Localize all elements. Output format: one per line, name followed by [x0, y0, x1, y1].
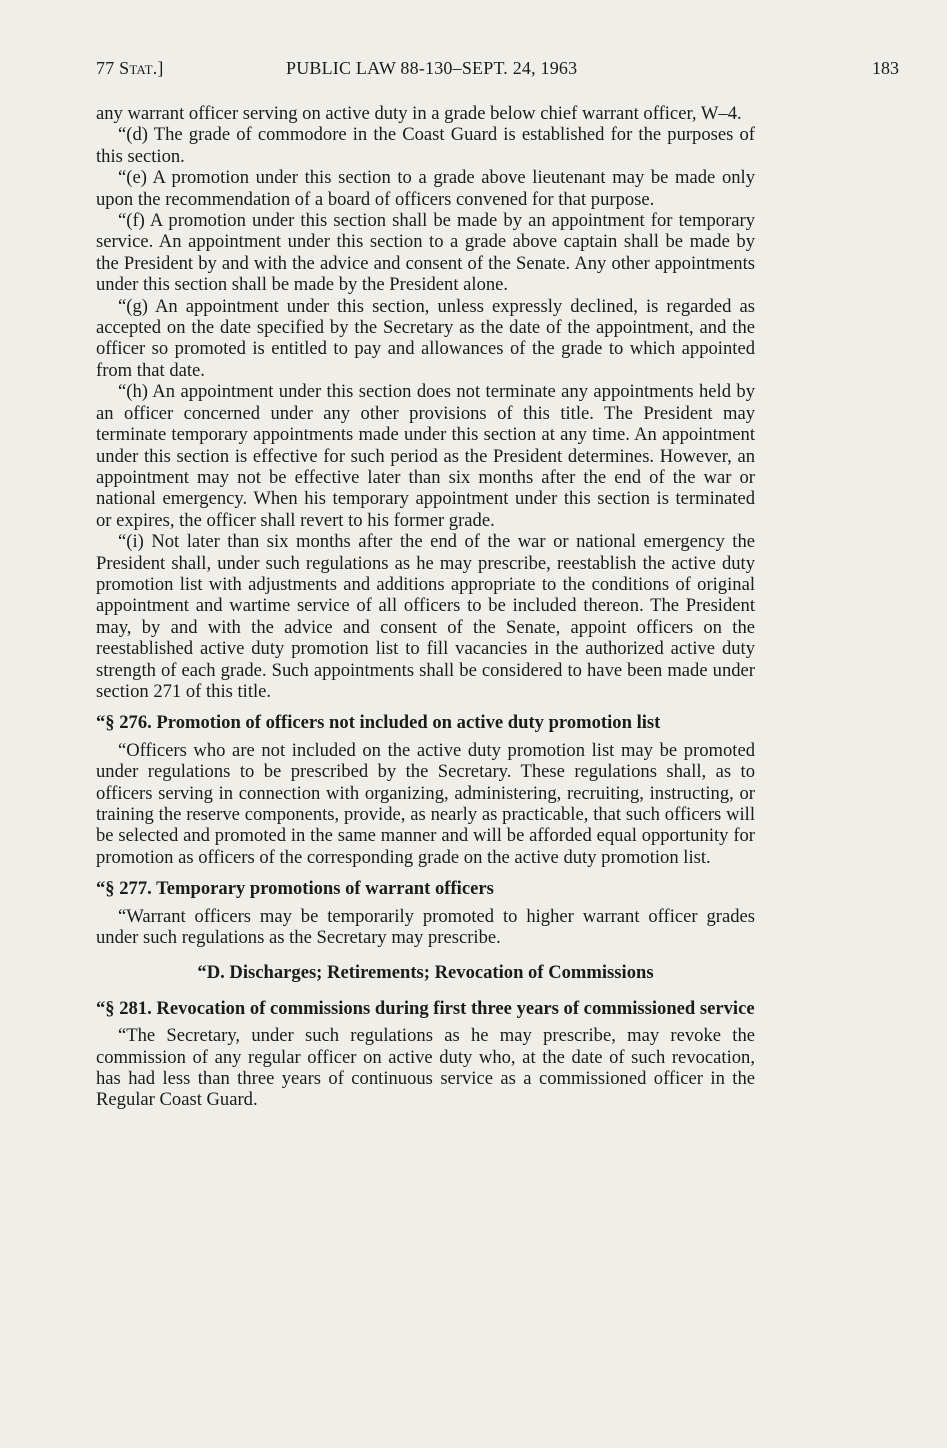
section-281-heading: “§ 281. Revocation of commissions during first three years of commissioned service [96, 997, 755, 1019]
section-276-heading: “§ 276. Promotion of officers not included on active duty promotion list [96, 712, 661, 734]
statute-abbrev: Stat. [119, 58, 158, 78]
statute-volume-citation [96, 56, 164, 80]
subsection-h: “(h) An appointment under this section does not terminate any appointments held by an officer concerned under any other provisions of this title. The President may terminate temporary appointments made under this section at any time. An appointment under this section is effective for such period as the President determines. However, an appointment may not be effective later than six months after the end of the war or national emergency. When his temporary appointment under this section is terminated or expires, the officer shall revert to his former grade. [96, 381, 755, 531]
statute-page [96, 56, 899, 1111]
subsection-g: “(g) An appointment under this section, unless expressly declined, is regarded as accepted on the date specified by the Secretary as the date of the appointment, and the officer so promoted is entitled to pay and allowances of the grade to which appointed from that date. [96, 295, 755, 381]
section-276 [96, 712, 755, 868]
paragraph-warrant-officer-continuation: any warrant officer serving on active duty in a grade below chief warrant officer, W–4. [96, 103, 742, 124]
subsection-e: “(e) A promotion under this section to a grade above lieutenant may be made only upon the recommendation of a board of officers convened for that purpose. [96, 167, 755, 210]
section-277-text: “Warrant officers may be temporarily promoted to higher warrant officer grades under such regulations as the Secretary may prescribe. [96, 905, 755, 949]
subpart-d-heading: “D. Discharges; Retirements; Revocation of Commissions [197, 962, 654, 984]
subsection-d: “(d) The grade of commodore in the Coast Guard is established for the purposes of this section. [96, 124, 755, 167]
volume-number: 77 [96, 58, 115, 78]
section-276-text: “Officers who are not included on the active duty promotion list may be promoted under regulations to be prescribed by the Secretary. These regulations shall, as to officers serving in connection with organizing, administering, recruiting, instructing, or training the reserve components, provide, as nearly as practicable, that such officers will be selected and promoted in the same manner and will be afforded equal opportunity for promotion as officers of the corresponding grade on the active duty promotion list. [96, 739, 755, 868]
section-281-text: “The Secretary, under such regulations as he may prescribe, may revoke the commission of any regular officer on active duty who, at the date of such revocation, has had less than three years of continuous service as a commissioned officer in the Regular Coast Guard. [96, 1025, 755, 1111]
page-number: 183 [872, 58, 899, 78]
section-277 [96, 878, 755, 948]
citation-bracket: ] [157, 58, 164, 78]
public-law-title: PUBLIC LAW 88-130–SEPT. 24, 1963 [286, 58, 578, 78]
section-277-heading: “§ 277. Temporary promotions of warrant officers [96, 878, 494, 900]
subsection-f: “(f) A promotion under this section shall be made by an appointment for temporary service. An appointment under this section to a grade above captain shall be made by the President by and with the advice and consent of the Senate. Any other appointments under this section shall be made by the President alone. [96, 210, 755, 296]
running-header [96, 56, 899, 88]
subsection-i: “(i) Not later than six months after the end of the war or national emergency the President shall, under such regulations as he may prescribe, reestablish the active duty promotion list with adjustments and additions appropriate to the conditions of original appointment and wartime service of all officers to be included thereon. The President may, by and with the advice and consent of the Senate, appoint officers on the reestablished active duty promotion list to fill vacancies in the authorized active duty strength of each grade. Such appointments shall be considered to have been made under section 271 of this title. [96, 531, 755, 702]
section-281 [96, 998, 755, 1111]
section-275-continued [96, 103, 755, 702]
